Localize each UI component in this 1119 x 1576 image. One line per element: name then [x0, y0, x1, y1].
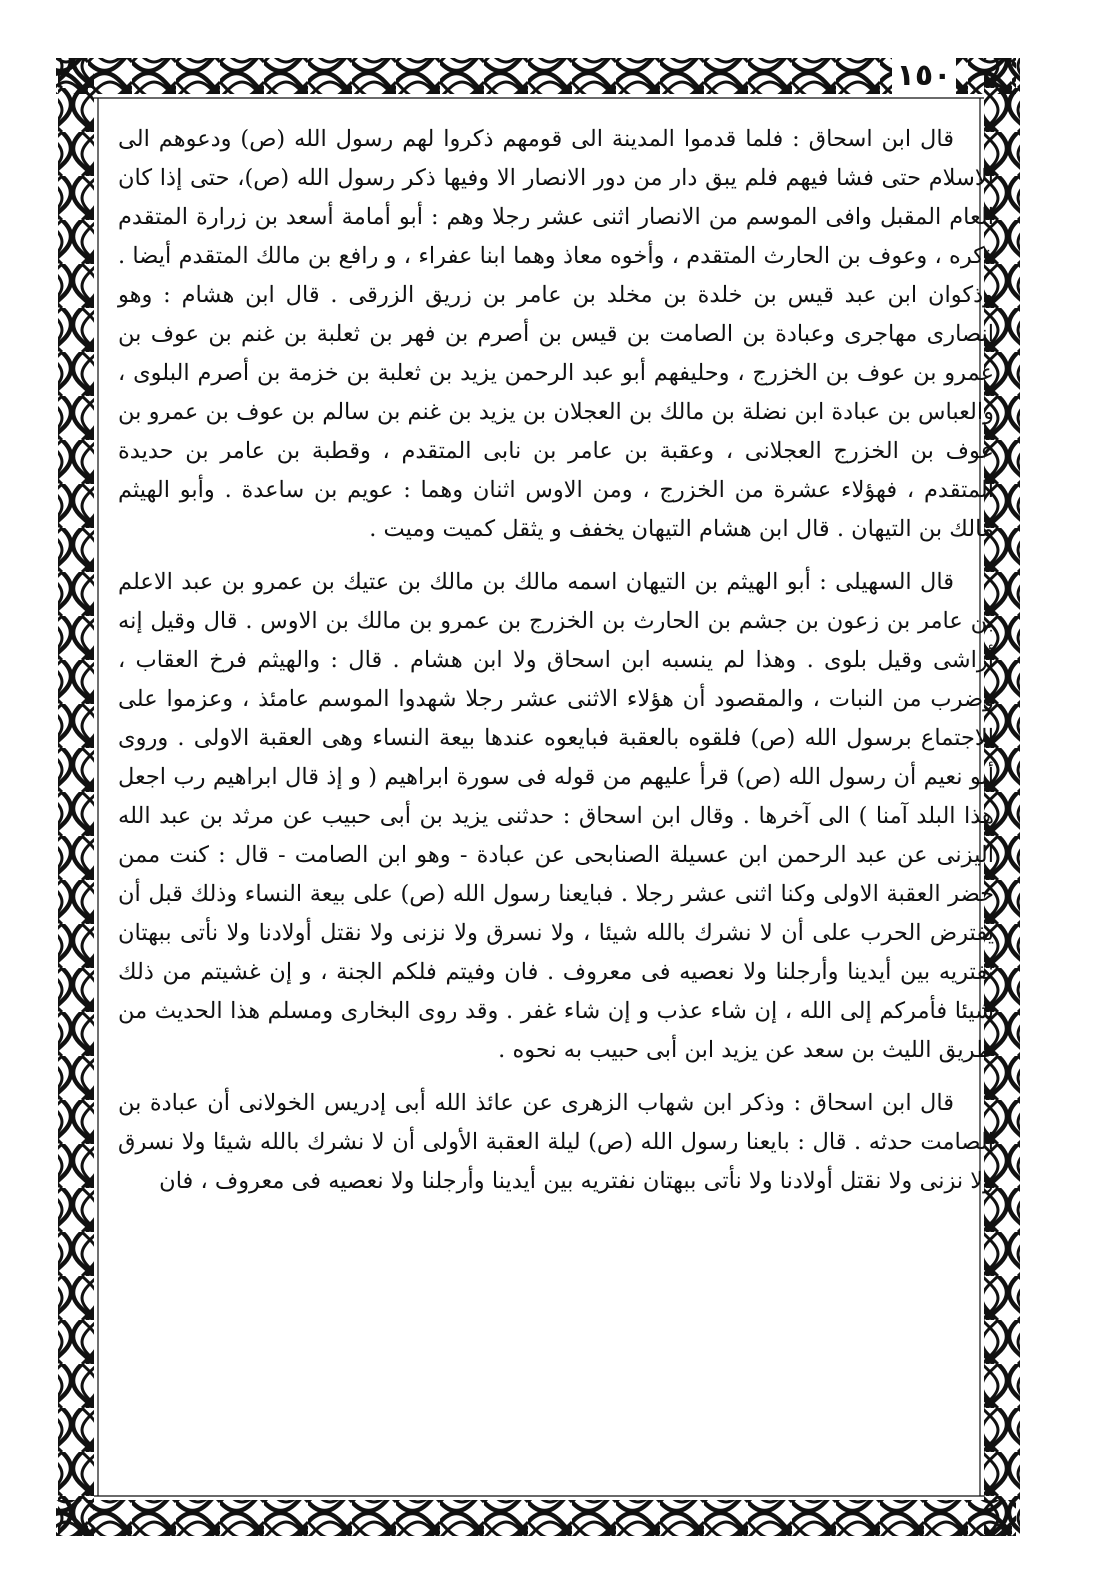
paragraph-text: قال السهيلى : أبو الهيثم بن التيهان اسمه مالك بن مالك بن عتيك بن عمرو بن عبد الاعلم بن عامر بن زعون بن جشم بن الحارث بن الخزرج بن عمرو بن مالك بن الاوس . قال وقيل إنه أراشى وقيل بلوى . وهذا لم ينسبه ابن اسحاق ولا ابن هشام . قال : والهيثم فرخ العقاب ، وضرب من النبات ، والمقصود أن هؤلاء الاثنى عشر رجلا شهدوا الموسم عامئذ ، وعزموا على الاجتماع برسول الله (ص) فلقوه بالعقبة فبايعوه عندها بيعة النساء وهى العقبة الاولى . وروى أبو نعيم أن رسول الله (ص) قرأ عليهم من قوله فى سورة ابراهيم ( و إذ قال ابراهيم رب اجعل هذا البلد آمنا ) الى آخرها . وقال ابن اسحاق : حدثنى يزيد بن أبى حبيب عن مرثد بن عبد الله اليزنى عن عبد الرحمن ابن عسيلة الصنابحى عن عبادة - وهو ابن الصامت - قال : كنت ممن حضر العقبة الاولى وكنا اثنى عشر رجلا . فبايعنا رسول الله (ص) على بيعة النساء وذلك قبل أن يفترض الحرب على أن لا نشرك بالله شيئا ، ولا نسرق ولا نزنى ولا نقتل أولادنا ولا نأتى ببهتان نفتريه بين أيدينا وأرجلنا ولا نعصيه فى معروف . فان وفيتم فلكم الجنة ، و إن غشيتم من ذلك شيئا فأمركم إلى الله ، إن شاء عذب و إن شاء غفر . وقد روى البخارى ومسلم هذا الحديث من طريق الليث بن سعد عن يزيد ابن أبى حبيب به نحوه . — [118, 569, 994, 1063]
paragraph-3 — [118, 1084, 994, 1201]
paragraph-1 — [118, 120, 994, 549]
page-number: ١٥٠ — [892, 56, 956, 96]
paragraph-text: قال ابن اسحاق : وذكر ابن شهاب الزهرى عن عائذ الله أبى إدريس الخولانى أن عبادة بن الصامت حدثه . قال : بايعنا رسول الله (ص) ليلة العقبة الأولى أن لا نشرك بالله شيئا ولا نسرق ولا نزنى ولا نقتل أولادنا ولا نأتى ببهتان نفتريه بين أيدينا وأرجلنا ولا نعصيه فى معروف ، فان — [118, 1090, 994, 1194]
paragraph-text: قال ابن اسحاق : فلما قدموا المدينة الى قومهم ذكروا لهم رسول الله (ص) ودعوهم الى الاسلام حتى فشا فيهم فلم يبق دار من دور الانصار الا وفيها ذكر رسول الله (ص)، حتى إذا كان العام المقبل وافى الموسم من الانصار اثنى عشر رجلا وهم : أبو أمامة أسعد بن زرارة المتقدم ذكره ، وعوف بن الحارث المتقدم ، وأخوه معاذ وهما ابنا عفراء ، و رافع بن مالك المتقدم أيضا . وذكوان ابن عبد قيس بن خلدة بن مخلد بن عامر بن زريق الزرقى . قال ابن هشام : وهو انصارى مهاجرى وعبادة بن الصامت بن قيس بن أصرم بن فهر بن ثعلبة بن غنم بن عوف بن عمرو بن عوف بن الخزرج ، وحليفهم أبو عبد الرحمن يزيد بن ثعلبة بن خزمة بن أصرم البلوى ، والعباس بن عبادة ابن نضلة بن مالك بن العجلان بن يزيد بن غنم بن سالم بن عوف بن عمرو بن عوف بن الخزرج العجلانى ، وعقبة بن عامر بن نابى المتقدم ، وقطبة بن عامر بن حديدة المتقدم ، فهؤلاء عشرة من الخزرج ، ومن الاوس اثنان وهما : عويم بن ساعدة . وأبو الهيثم مالك بن التيهان . قال ابن هشام التيهان يخفف و يثقل كميت وميت . — [118, 126, 994, 542]
paragraph-2 — [118, 563, 994, 1070]
page-body — [118, 120, 994, 1500]
